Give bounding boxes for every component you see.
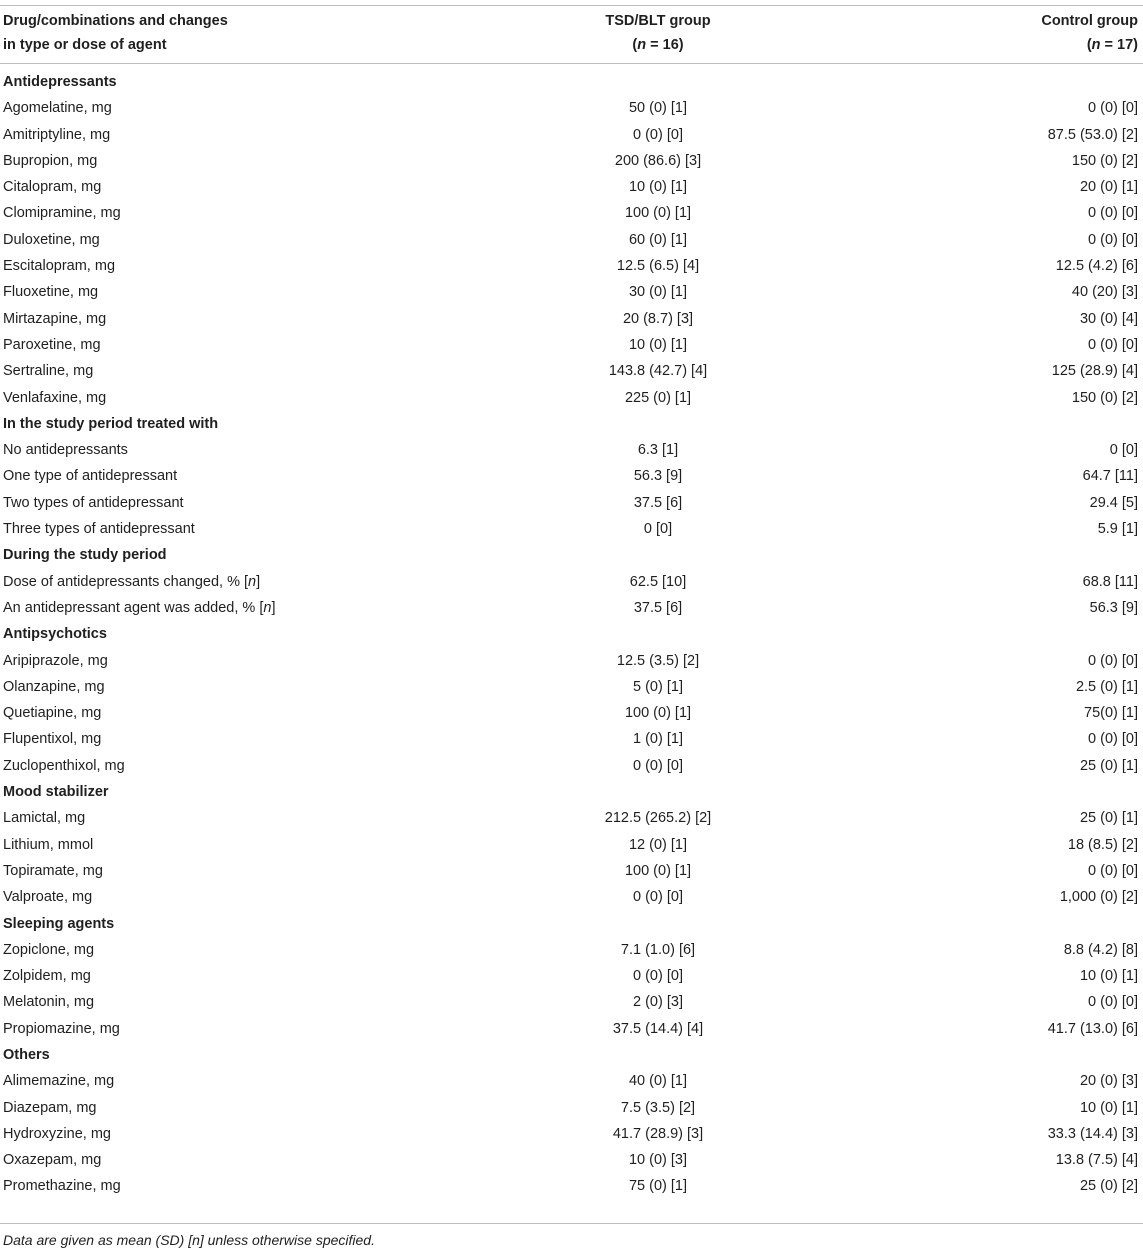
tsd-value: 0 (0) [0] <box>633 889 683 906</box>
drug-label: Citalopram, mg <box>3 179 102 196</box>
empty-cell <box>523 64 793 96</box>
table-row <box>0 858 1143 884</box>
table-row <box>0 1173 1143 1199</box>
header-control-group: Control group <box>1041 12 1138 29</box>
drug-label: An antidepressant agent was added, % [n] <box>3 599 276 616</box>
drug-label: Olanzapine, mg <box>3 678 105 695</box>
empty-cell <box>793 542 1143 568</box>
section-row <box>0 1042 1143 1068</box>
empty-cell <box>793 1042 1143 1068</box>
section-row <box>0 64 1143 96</box>
tsd-value: 10 (0) [3] <box>628 1152 688 1169</box>
tsd-value: 12.5 (6.5) [4] <box>616 258 700 275</box>
tsd-value: 40 (0) [1] <box>628 1073 688 1090</box>
drug-label: Hydroxyzine, mg <box>3 1125 111 1142</box>
table-row <box>0 200 1143 226</box>
table-row <box>0 595 1143 621</box>
section-row <box>0 621 1143 647</box>
tsd-value: 200 (86.6) [3] <box>614 152 702 169</box>
section-heading: During the study period <box>3 547 167 564</box>
drug-label: Aripiprazole, mg <box>3 652 108 669</box>
tsd-value: 6.3 [1] <box>637 442 679 459</box>
control-value: 0 (0) [0] <box>1088 652 1138 669</box>
drug-label: Amitriptyline, mg <box>3 126 111 143</box>
table-row <box>0 516 1143 542</box>
empty-cell <box>523 779 793 805</box>
control-value: 8.8 (4.2) [8] <box>1063 941 1138 958</box>
empty-cell <box>523 411 793 437</box>
control-value: 25 (0) [2] <box>1079 1178 1138 1195</box>
drug-label: Sertraline, mg <box>3 363 94 380</box>
section-row <box>0 542 1143 568</box>
control-value: 20 (0) [3] <box>1079 1073 1138 1090</box>
table-row <box>0 253 1143 279</box>
table-row <box>0 937 1143 963</box>
table-row <box>0 726 1143 752</box>
control-value: 0 [0] <box>1109 442 1138 459</box>
drug-label: Quetiapine, mg <box>3 705 102 722</box>
table-row <box>0 437 1143 463</box>
control-value: 5.9 [1] <box>1097 521 1138 538</box>
table-row <box>0 148 1143 174</box>
table-row <box>0 227 1143 253</box>
section-row <box>0 911 1143 937</box>
section-row <box>0 411 1143 437</box>
control-value: 33.3 (14.4) [3] <box>1047 1125 1138 1142</box>
drug-label: Fluoxetine, mg <box>3 284 99 301</box>
table-row <box>0 306 1143 332</box>
control-value: 87.5 (53.0) [2] <box>1047 126 1138 143</box>
drug-label: Lamictal, mg <box>3 810 86 827</box>
drug-label: No antidepressants <box>3 442 128 459</box>
control-value: 56.3 [9] <box>1089 599 1138 616</box>
tsd-value: 12.5 (3.5) [2] <box>616 652 700 669</box>
table-body <box>0 64 1143 1200</box>
section-heading: Antidepressants <box>3 74 117 90</box>
tsd-value: 100 (0) [1] <box>624 205 692 222</box>
section-heading: Antipsychotics <box>3 626 107 643</box>
drug-label: Escitalopram, mg <box>3 258 116 275</box>
section-row <box>0 779 1143 805</box>
table-row <box>0 700 1143 726</box>
tsd-value: 37.5 [6] <box>633 494 683 511</box>
drug-label: Duloxetine, mg <box>3 231 100 248</box>
header-drug: Drug/combinations and changes <box>3 12 228 29</box>
table-row <box>0 1016 1143 1042</box>
control-value: 29.4 [5] <box>1089 494 1138 511</box>
top-rule <box>0 5 1143 6</box>
table-row <box>0 832 1143 858</box>
drug-label: Valproate, mg <box>3 889 93 906</box>
drug-label: Mirtazapine, mg <box>3 310 107 327</box>
table-row <box>0 1068 1143 1094</box>
tsd-value: 0 (0) [0] <box>633 968 683 985</box>
table-row <box>0 279 1143 305</box>
table-row <box>0 490 1143 516</box>
table-row <box>0 95 1143 121</box>
tsd-value: 0 [0] <box>643 521 673 538</box>
control-value: 10 (0) [1] <box>1079 1099 1138 1116</box>
control-value: 0 (0) [0] <box>1088 336 1138 353</box>
header-control-n: (n = 17) <box>793 34 1143 64</box>
drug-label: Two types of antidepressant <box>3 494 184 511</box>
header-tsd-n: (n = 16) <box>523 34 793 64</box>
tsd-value: 5 (0) [1] <box>633 678 683 695</box>
drug-label: Venlafaxine, mg <box>3 389 107 406</box>
table-row <box>0 1147 1143 1173</box>
empty-cell <box>793 64 1143 96</box>
drug-label: Alimemazine, mg <box>3 1073 115 1090</box>
drug-label: Promethazine, mg <box>3 1178 121 1195</box>
control-value: 0 (0) [0] <box>1088 862 1138 879</box>
drug-label: Zolpidem, mg <box>3 968 91 985</box>
drug-label: Topiramate, mg <box>3 862 103 879</box>
drug-label: Bupropion, mg <box>3 152 98 169</box>
section-heading: Mood stabilizer <box>3 784 109 801</box>
control-value: 0 (0) [0] <box>1088 205 1138 222</box>
drug-label: Zopiclone, mg <box>3 941 95 958</box>
drug-label: Agomelatine, mg <box>3 100 112 117</box>
control-value: 0 (0) [0] <box>1088 731 1138 748</box>
control-value: 150 (0) [2] <box>1071 389 1138 406</box>
table-row <box>0 174 1143 200</box>
tsd-value: 100 (0) [1] <box>624 862 692 879</box>
tsd-value: 60 (0) [1] <box>628 231 688 248</box>
tsd-value: 12 (0) [1] <box>628 836 688 853</box>
tsd-value: 41.7 (28.9) [3] <box>612 1125 704 1142</box>
table-row <box>0 385 1143 411</box>
tsd-value: 100 (0) [1] <box>624 705 692 722</box>
control-value: 75(0) [1] <box>1084 705 1138 722</box>
drug-label: Propiomazine, mg <box>3 1020 120 1037</box>
table-row <box>0 753 1143 779</box>
table-row <box>0 122 1143 148</box>
header-drug-line2: in type or dose of agent <box>0 34 523 64</box>
tsd-value: 212.5 (265.2) [2] <box>604 810 712 827</box>
drug-label: Dose of antidepressants changed, % [n] <box>3 573 261 590</box>
bottom-rule <box>0 1223 1143 1224</box>
drug-label: Three types of antidepressant <box>3 521 195 538</box>
control-value: 1,000 (0) [2] <box>1059 889 1138 906</box>
drug-label: Clomipramine, mg <box>3 205 121 222</box>
control-value: 12.5 (4.2) [6] <box>1055 258 1138 275</box>
empty-cell <box>793 411 1143 437</box>
tsd-value: 10 (0) [1] <box>628 179 688 196</box>
drug-label: Diazepam, mg <box>3 1099 97 1116</box>
tsd-value: 0 (0) [0] <box>633 126 683 143</box>
drug-label: Zuclopenthixol, mg <box>3 757 125 774</box>
control-value: 41.7 (13.0) [6] <box>1047 1020 1138 1037</box>
table-row <box>0 963 1143 989</box>
table-row <box>0 989 1143 1015</box>
tsd-value: 20 (8.7) [3] <box>622 310 694 327</box>
control-value: 0 (0) [0] <box>1088 994 1138 1011</box>
tsd-value: 30 (0) [1] <box>628 284 688 301</box>
control-value: 30 (0) [4] <box>1079 310 1138 327</box>
tsd-value: 7.1 (1.0) [6] <box>620 941 696 958</box>
table-row <box>0 674 1143 700</box>
tsd-value: 37.5 (14.4) [4] <box>612 1020 704 1037</box>
control-value: 25 (0) [1] <box>1079 757 1138 774</box>
tsd-value: 56.3 [9] <box>633 468 683 485</box>
table-row <box>0 332 1143 358</box>
empty-cell <box>793 779 1143 805</box>
table-row <box>0 805 1143 831</box>
medication-table <box>0 7 1143 1200</box>
table-row <box>0 1095 1143 1121</box>
empty-cell <box>793 911 1143 937</box>
drug-label: Oxazepam, mg <box>3 1152 102 1169</box>
control-value: 68.8 [11] <box>1082 573 1138 590</box>
drug-label: One type of antidepressant <box>3 468 178 485</box>
control-value: 150 (0) [2] <box>1071 152 1138 169</box>
control-value: 13.8 (7.5) [4] <box>1055 1152 1138 1169</box>
table-row <box>0 884 1143 910</box>
drug-label: Flupentixol, mg <box>3 731 102 748</box>
tsd-value: 1 (0) [1] <box>633 731 683 748</box>
section-heading: In the study period treated with <box>3 415 219 432</box>
control-value: 0 (0) [0] <box>1088 231 1138 248</box>
tsd-value: 37.5 [6] <box>633 599 683 616</box>
control-value: 18 (8.5) [2] <box>1067 836 1138 853</box>
tsd-value: 0 (0) [0] <box>633 757 683 774</box>
drug-label: Paroxetine, mg <box>3 336 101 353</box>
table-row <box>0 1121 1143 1147</box>
tsd-value: 10 (0) [1] <box>628 336 688 353</box>
empty-cell <box>793 621 1143 647</box>
control-value: 0 (0) [0] <box>1088 100 1138 117</box>
tsd-value: 225 (0) [1] <box>624 389 692 406</box>
tsd-value: 50 (0) [1] <box>628 100 688 117</box>
empty-cell <box>523 1042 793 1068</box>
control-value: 10 (0) [1] <box>1079 968 1138 985</box>
tsd-value: 7.5 (3.5) [2] <box>620 1099 696 1116</box>
table-row <box>0 463 1143 489</box>
tsd-value: 75 (0) [1] <box>628 1178 688 1195</box>
empty-cell <box>523 911 793 937</box>
table-row <box>0 358 1143 384</box>
table-header <box>0 7 1143 64</box>
control-value: 20 (0) [1] <box>1079 179 1138 196</box>
control-value: 25 (0) [1] <box>1079 810 1138 827</box>
header-tsd-group: TSD/BLT group <box>605 12 711 29</box>
section-heading: Sleeping agents <box>3 915 115 932</box>
tsd-value: 2 (0) [3] <box>633 994 683 1011</box>
control-value: 40 (20) [3] <box>1071 284 1138 301</box>
drug-label: Lithium, mmol <box>3 836 94 853</box>
section-heading: Others <box>3 1046 50 1063</box>
control-value: 125 (28.9) [4] <box>1051 363 1138 380</box>
table-row <box>0 569 1143 595</box>
empty-cell <box>523 542 793 568</box>
tsd-value: 143.8 (42.7) [4] <box>608 363 708 380</box>
empty-cell <box>523 621 793 647</box>
table-footnote: Data are given as mean (SD) [n] unless otherwise specified. <box>3 1232 375 1248</box>
control-value: 64.7 [11] <box>1082 468 1138 485</box>
drug-label: Melatonin, mg <box>3 994 95 1011</box>
table-row <box>0 648 1143 674</box>
tsd-value: 62.5 [10] <box>629 573 687 590</box>
control-value: 2.5 (0) [1] <box>1075 678 1138 695</box>
